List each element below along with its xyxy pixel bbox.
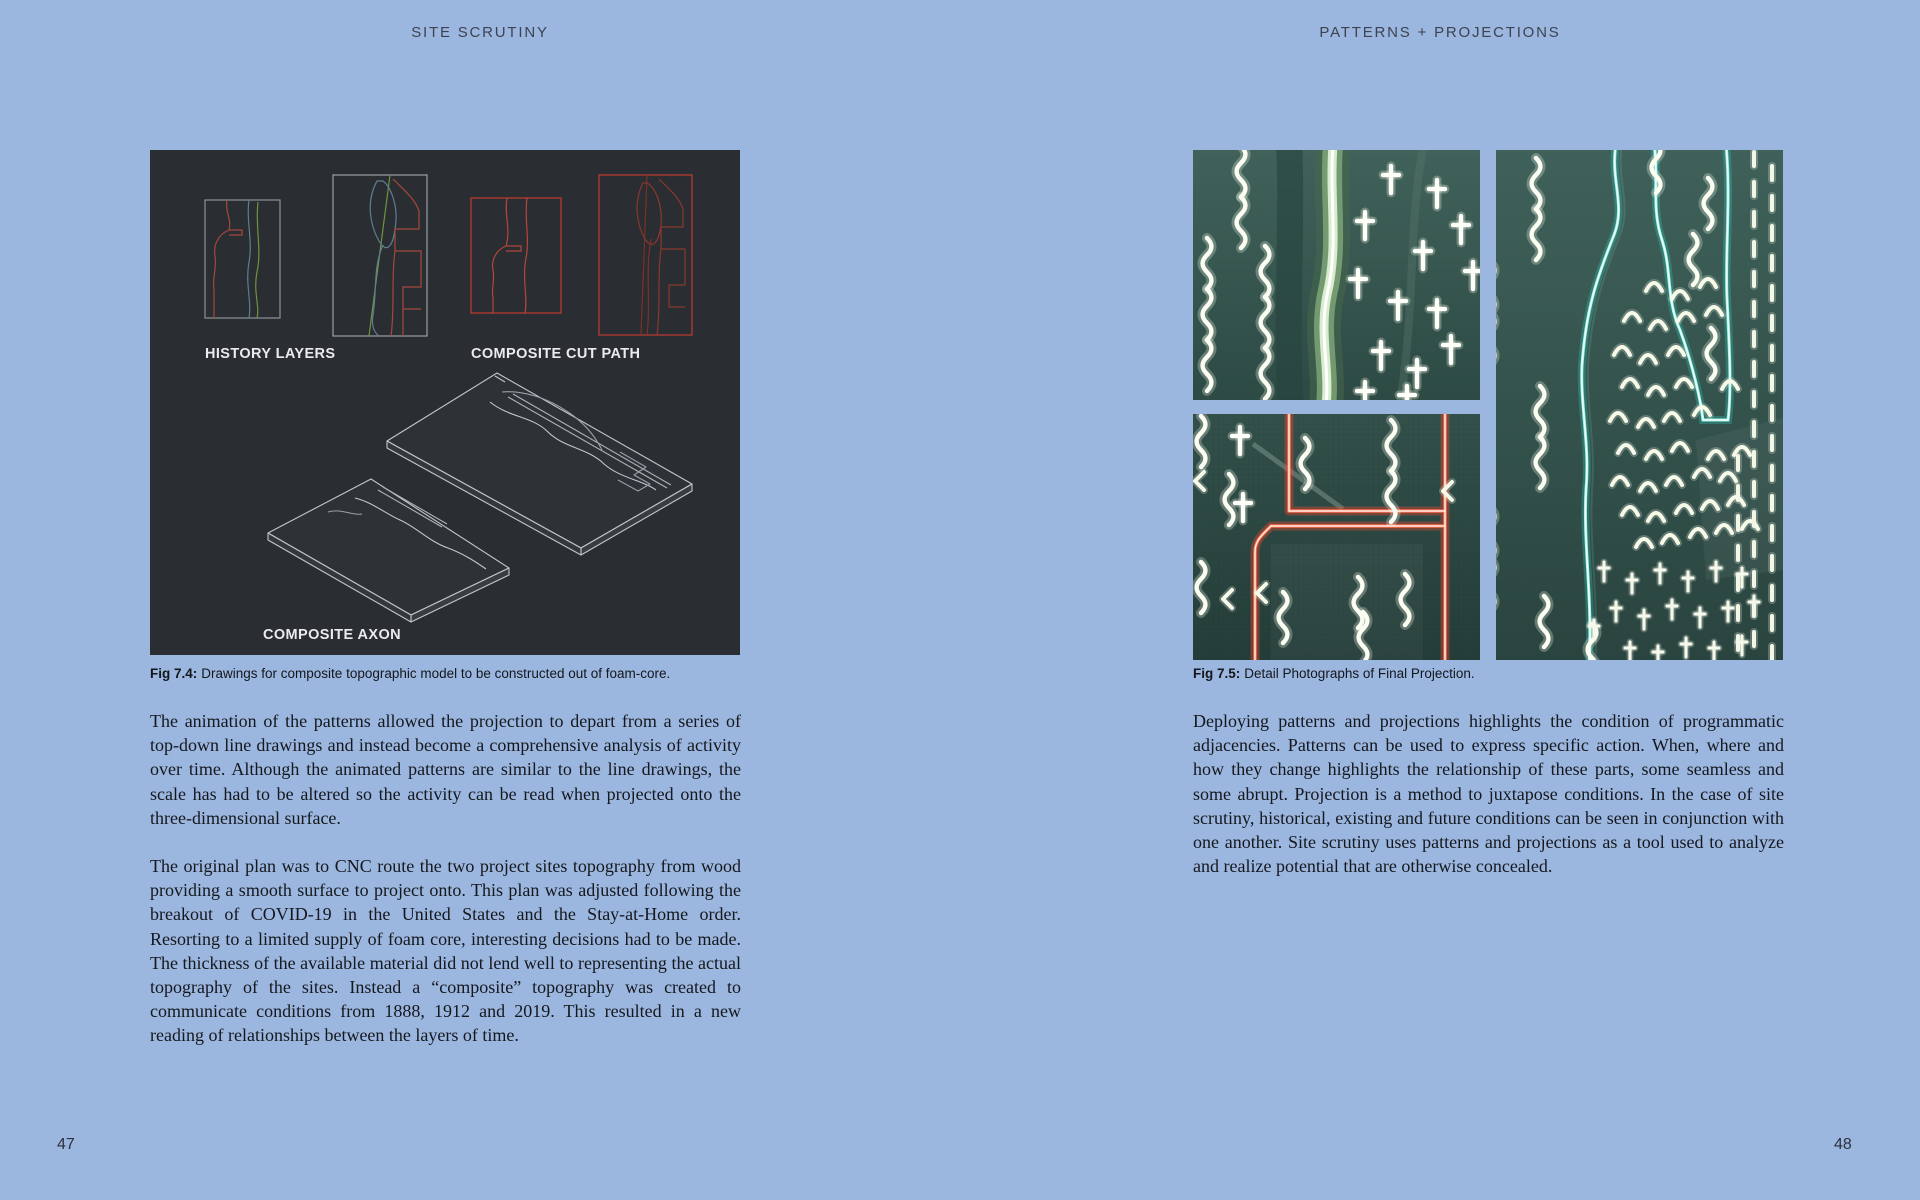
right-paragraph-1: Deploying patterns and projections highlights the condition of programmatic adjacencies. Patterns can be used to express specific action. When, where and how they change highlights the relationship of these parts, some seamless and some abrupt. Projection is a method to juxtapose conditions. In the case of site scrutiny, historical, existing and future conditions can be seen in conjunction with one another. Site scrutiny uses patterns and projections as a tool used to analyze and realize potential that are otherwise concealed. [1193, 711, 1784, 877]
projection-photo-top-left [1193, 150, 1480, 400]
running-head-right: PATTERNS + PROJECTIONS [1319, 24, 1561, 41]
right-page-body [1193, 709, 1784, 902]
figure-7-5-caption [1193, 666, 1785, 681]
label-composite-axon: COMPOSITE AXON [263, 627, 401, 643]
projection-photo-bottom-left [1193, 414, 1480, 660]
figure-7-4-panel [150, 150, 740, 655]
running-head-left: SITE SCRUTINY [411, 24, 549, 41]
composite-drawings-artwork [150, 150, 740, 655]
label-history-layers: HISTORY LAYERS [205, 346, 336, 362]
left-page-body [150, 709, 741, 1072]
projection-photo-right [1496, 150, 1783, 660]
label-composite-cut-path: COMPOSITE CUT PATH [471, 346, 641, 362]
figure-7-4-caption-text: Drawings for composite topographic model to be constructed out of foam-core. [201, 666, 671, 681]
left-paragraph-1: The animation of the patterns allowed the projection to depart from a series of top-down line drawings and instead become a comprehensive analysis of activity over time. Although the animated patterns are similar to the line drawings, the scale has had to be altered so the activity can be read when projected onto the three-dimensional surface. [150, 711, 741, 828]
left-paragraph-2: The original plan was to CNC route the two project sites topography from wood providing a smooth surface to project onto. This plan was adjusted following the breakout of COVID-19 in the United States and the Stay-at-Home order. Resorting to a limited supply of foam core, interesting decisions had to be made. The thickness of the available material did not lend well to representing the actual topography of the sites. Instead a “composite” topography was created to communicate conditions from 1888, 1912 and 2019. This resulted in a new reading of relationships between the layers of time. [150, 856, 741, 1046]
figure-7-4-caption-label: Fig 7.4: [150, 666, 198, 681]
page-number-left: 47 [57, 1136, 75, 1153]
figure-7-5-caption-text: Detail Photographs of Final Projection. [1244, 666, 1475, 681]
figure-7-4-caption [150, 666, 740, 681]
figure-7-5-caption-label: Fig 7.5: [1193, 666, 1241, 681]
page-number-right: 48 [1834, 1136, 1852, 1153]
